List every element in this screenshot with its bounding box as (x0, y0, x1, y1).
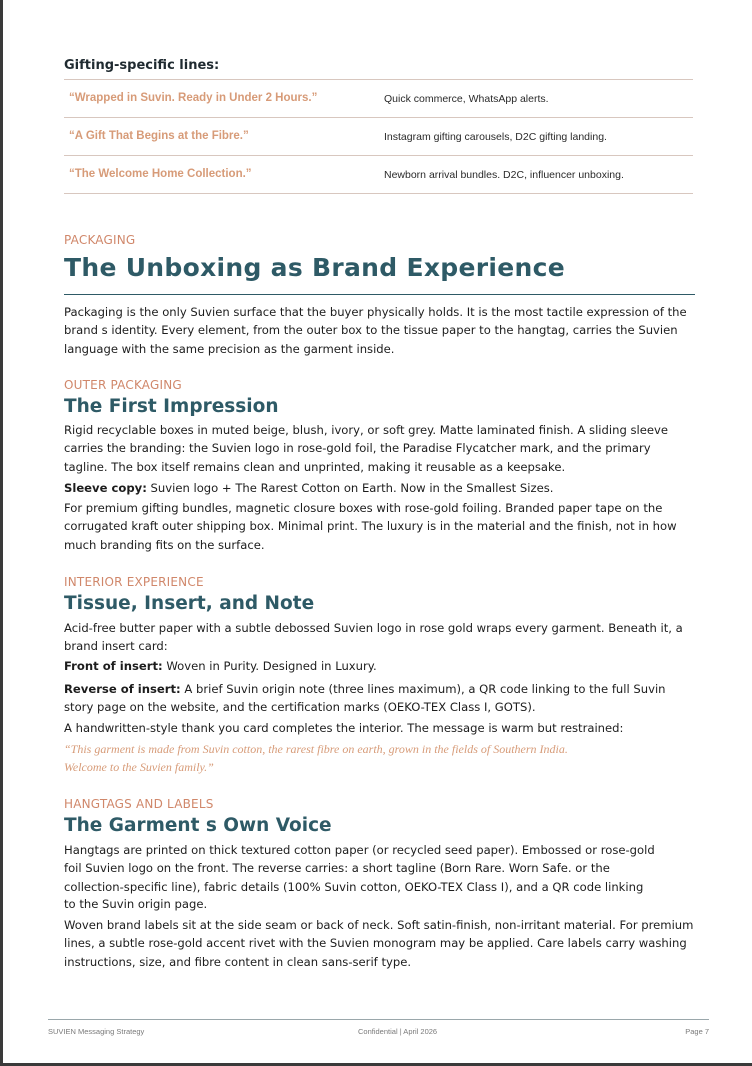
section-eyebrow: OUTER PACKAGING (64, 378, 182, 392)
thank-you-quote-line-1: “This garment is made from Suvin cotton, the rarest fibre on earth, grown in the fields of Southern India. (64, 742, 568, 756)
gift-line-use: Newborn arrival bundles. D2C, influencer unboxing. (384, 169, 624, 181)
section-eyebrow: PACKAGING (64, 233, 136, 247)
reverse-of-insert (64, 680, 696, 717)
gifting-table (64, 79, 693, 194)
table-row (64, 155, 693, 194)
sleeve-copy (64, 479, 696, 497)
page-number: Page 7 (685, 1027, 709, 1036)
sleeve-copy-label: Sleeve copy: (64, 481, 147, 495)
packaging-intro: Packaging is the only Suvien surface that the buyer physically holds. It is the most tactile expression of the brand s identity. Every element, from the outer box to the tissue paper to the hangtag, carries the Suvien language with the same precision as the garment inside. (64, 305, 687, 356)
gift-line-quote: “The Welcome Home Collection.” (69, 168, 252, 180)
thank-you-quote-line-2: Welcome to the Suvien family.” (64, 760, 214, 774)
title-divider (64, 294, 695, 295)
interior-paragraph-2: A handwritten-style thank you card completes the interior. The message is warm but restrained: (64, 721, 624, 735)
footer-center: Confidential | April 2026 (358, 1027, 438, 1036)
footer-left: SUVIEN Messaging Strategy (48, 1027, 145, 1036)
hangtags-paragraph-end: to the Suvin origin page. (64, 897, 208, 911)
front-insert-label: Front of insert: (64, 659, 163, 673)
outer-paragraph-2: For premium gifting bundles, magnetic closure boxes with rose-gold foiling. Branded paper tape on the corrugated kraft outer shipping box. Minimal print. The luxury is in the material and the finish, not in how much branding fits on the surface. (64, 501, 677, 552)
reverse-insert-label: Reverse of insert: (64, 682, 181, 696)
section-eyebrow: INTERIOR EXPERIENCE (64, 575, 204, 589)
gift-line-use: Quick commerce, WhatsApp alerts. (384, 93, 549, 105)
interior-paragraph: Acid-free butter paper with a subtle debossed Suvien logo in rose gold wraps every garment. Beneath it, a brand insert card: (64, 621, 683, 654)
front-of-insert (64, 657, 696, 675)
gift-line-quote: “A Gift That Begins at the Fibre.” (69, 130, 249, 142)
table-row (64, 117, 693, 155)
reverse-insert-text: A brief Suvin origin note (three lines maximum), a QR code linking to the full Suvin story page on the website, and the certification marks (OEKO-TEX Class I, GOTS). (64, 682, 666, 715)
gift-line-use: Instagram gifting carousels, D2C gifting landing. (384, 131, 607, 143)
front-insert-text: Woven in Purity. Designed in Luxury. (162, 659, 377, 673)
labels-paragraph: Woven brand labels sit at the side seam or back of neck. Soft satin-finish, non-irritant material. For premium lines, a subtle rose-gold accent rivet with the Suvien monogram may be applied. Care labels carry washing instructions, size, and fibre content in clean sans-serif type. (64, 918, 694, 969)
sleeve-copy-text: Suvien logo + The Rarest Cotton on Earth. Now in the Smallest Sizes. (146, 481, 554, 495)
gift-line-quote: “Wrapped in Suvin. Ready in Under 2 Hours.” (69, 92, 318, 104)
section-title: Tissue, Insert, and Note (64, 593, 315, 614)
hangtags-paragraph: Hangtags are printed on thick textured cotton paper (or recycled seed paper). Embossed or rose-gold foil Suvien logo on the front. The reverse carries: a short tagline (Born Rare. Worn Safe. or the collection-specific line), fabric details (100% Suvin cotton, OEKO-TEX Class I), and a QR code linking (64, 843, 655, 894)
outer-paragraph: Rigid recyclable boxes in muted beige, blush, ivory, or soft grey. Matte laminated finish. A sliding sleeve carries the branding: the Suvien logo in rose-gold foil, the Paradise Flycatcher mark, and the primary tagline. The box itself remains clean and unprinted, making it reusable as a keepsake. (64, 423, 669, 474)
page-title: The Unboxing as Brand Experience (64, 253, 565, 282)
footer-divider (48, 1019, 709, 1020)
gifting-heading: Gifting-specific lines: (64, 58, 220, 73)
section-title: The First Impression (64, 396, 279, 417)
section-eyebrow: HANGTAGS AND LABELS (64, 797, 214, 811)
section-title: The Garment s Own Voice (64, 815, 332, 836)
table-row (64, 79, 693, 117)
